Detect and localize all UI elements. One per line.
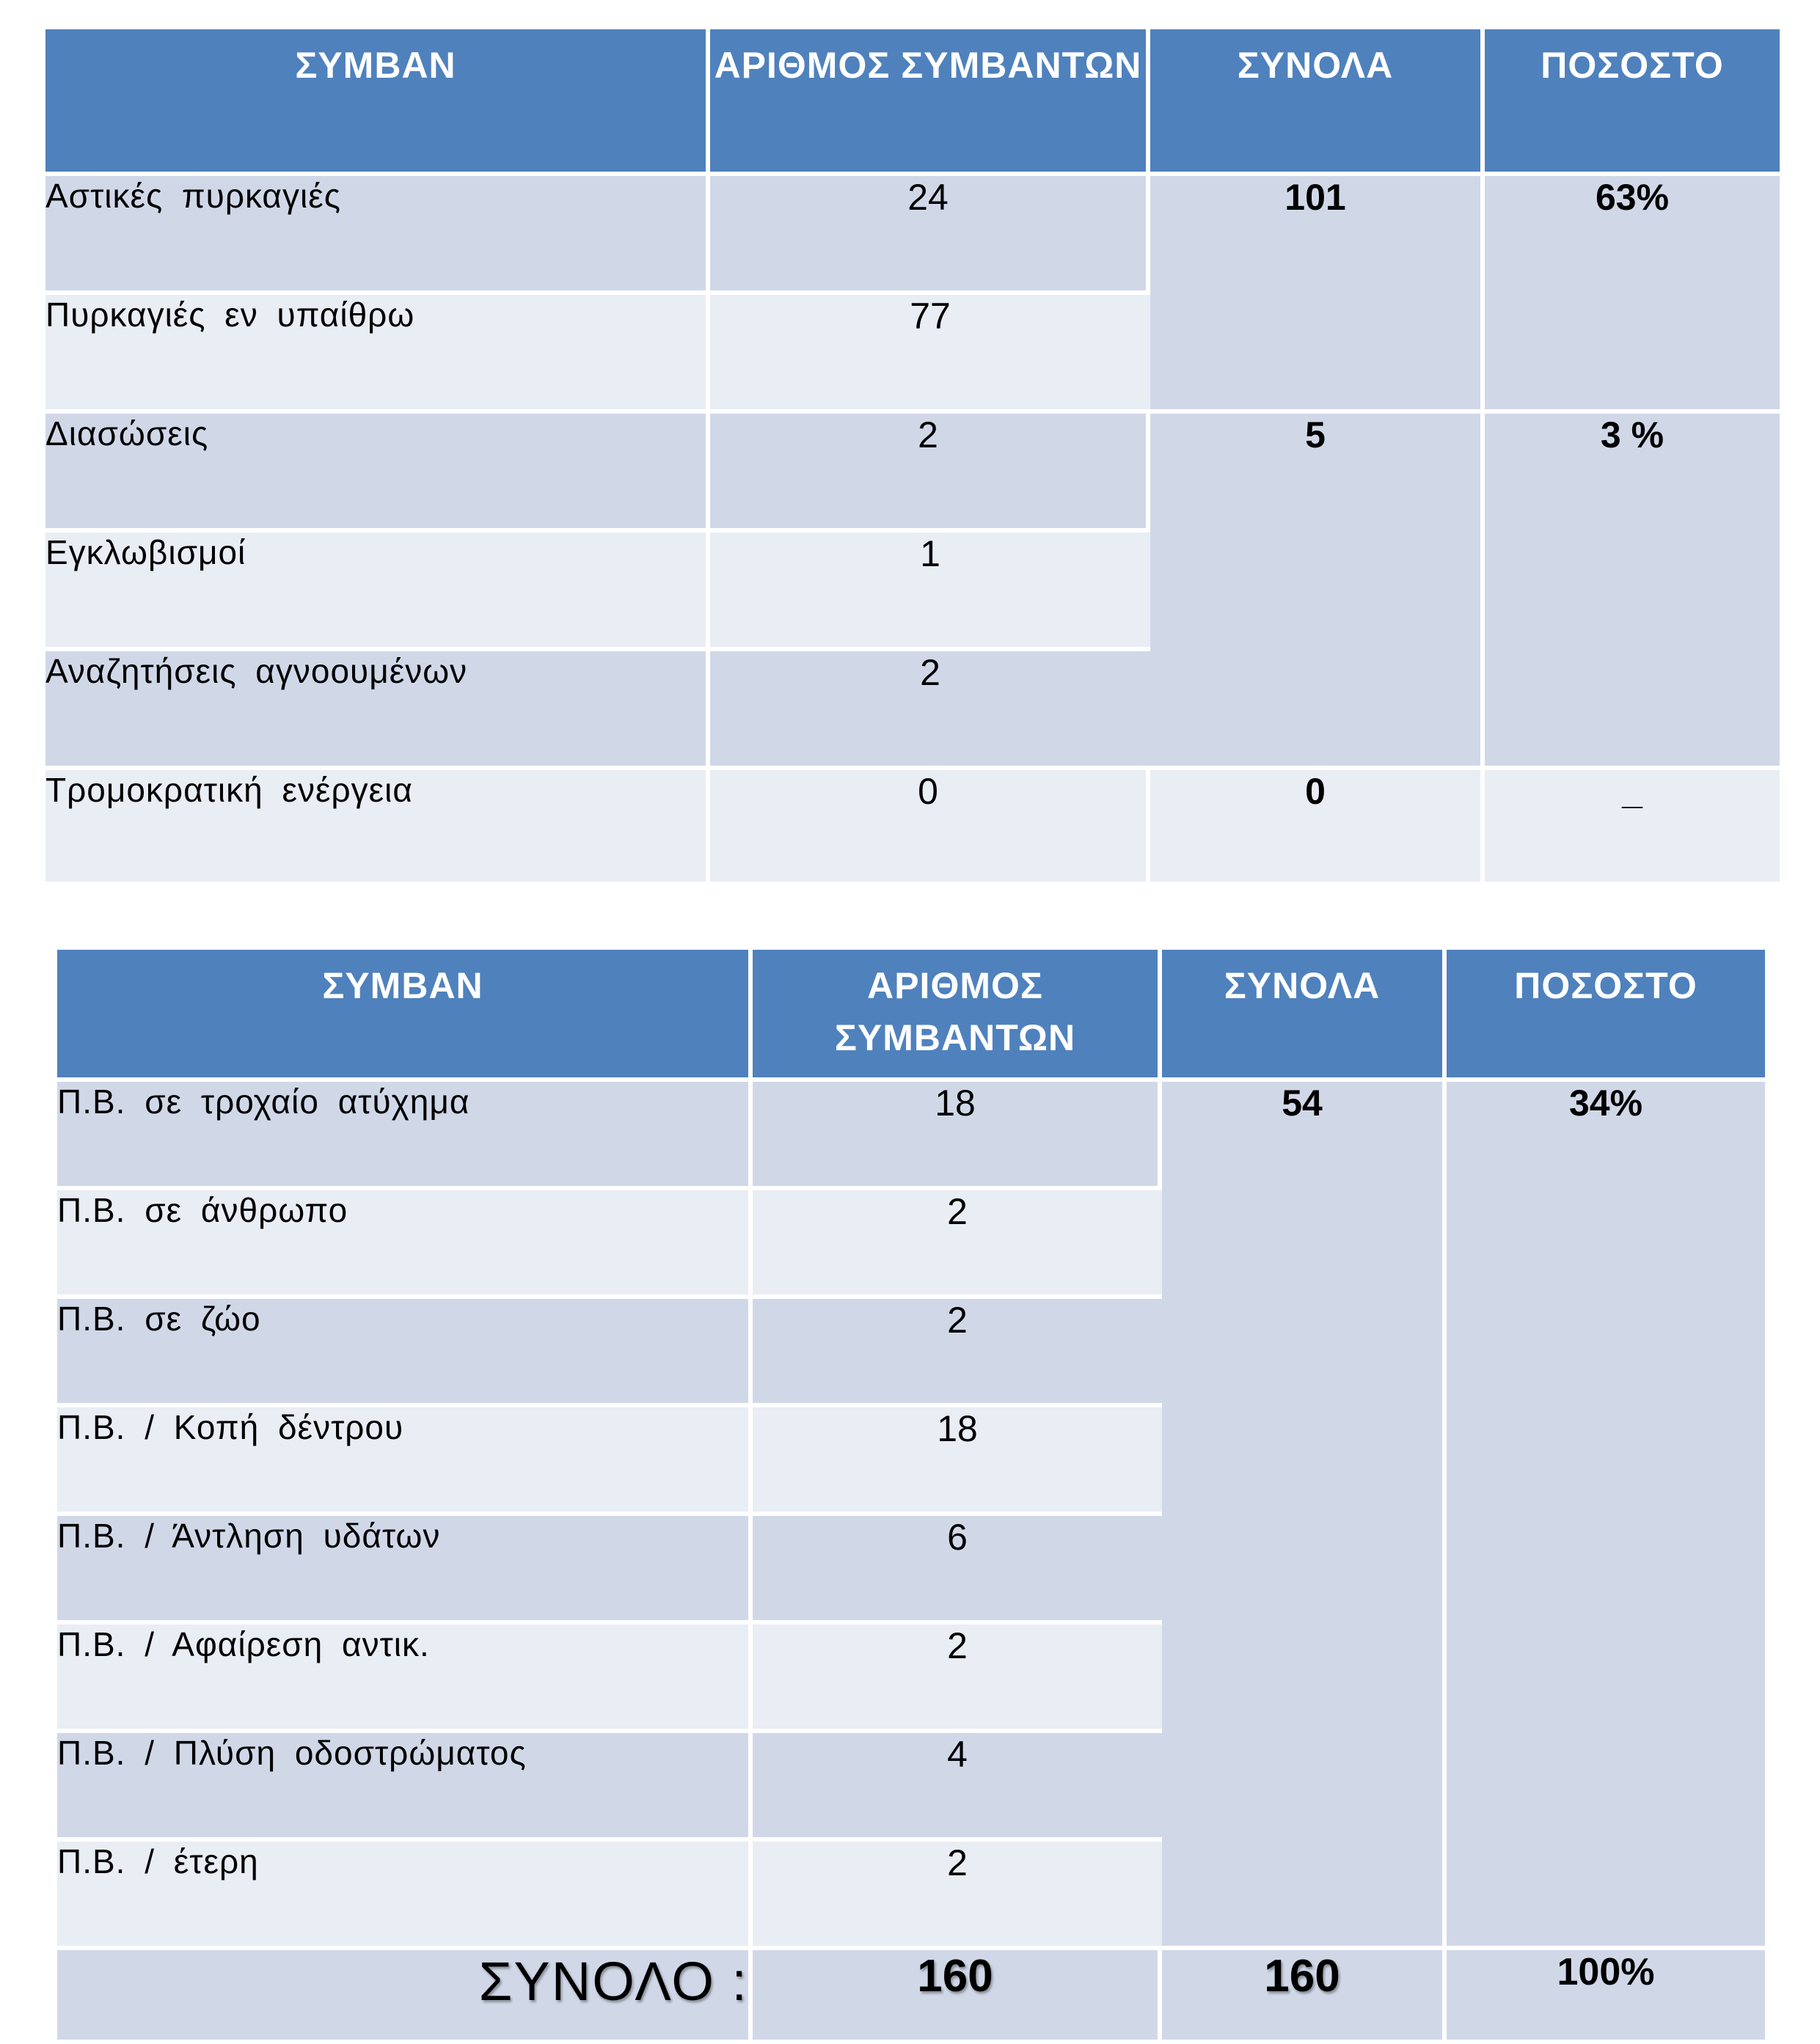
event-label: Πυρκαγιές εν υπαίθρω	[45, 295, 710, 414]
event-count: 24	[710, 176, 1150, 295]
summary-row	[57, 1950, 1765, 2044]
event-label: Εγκλωβισμοί	[45, 532, 710, 651]
event-label: Π.Β. / Άντληση υδάτων	[57, 1516, 753, 1624]
event-count: 0	[710, 770, 1150, 886]
event-count: 77	[710, 295, 1150, 414]
event-label: Π.Β. σε ζώο	[57, 1299, 753, 1407]
summary-percent: 100%	[1447, 1950, 1765, 2044]
event-count: 2	[710, 414, 1150, 532]
event-count: 2	[753, 1190, 1162, 1299]
event-count: 18	[753, 1407, 1162, 1516]
event-label: Π.Β. / έτερη	[57, 1842, 753, 1950]
event-label: Διασώσεις	[45, 414, 710, 532]
header-event: ΣΥΜΒΑΝ	[57, 950, 753, 1082]
event-count: 2	[710, 651, 1150, 770]
header-percent: ΠΟΣΟΣΤΟ	[1485, 29, 1780, 176]
header-count: ΑΡΙΘΜΟΣ ΣΥΜΒΑΝΤΩΝ	[753, 950, 1162, 1082]
group-percent: 3 %	[1485, 414, 1780, 770]
event-count: 6	[753, 1516, 1162, 1624]
summary-total: 160	[1162, 1950, 1447, 2044]
group-total: 5	[1150, 414, 1485, 770]
header-count: ΑΡΙΘΜΟΣ ΣΥΜΒΑΝΤΩΝ	[710, 29, 1150, 176]
event-count: 2	[753, 1624, 1162, 1733]
table-row	[45, 770, 1780, 886]
incidents-table-1	[45, 29, 1780, 886]
event-count: 4	[753, 1733, 1162, 1842]
event-label: Τρομοκρατική ενέργεια	[45, 770, 710, 886]
event-count: 2	[753, 1842, 1162, 1950]
summary-count: 160	[753, 1950, 1162, 2044]
summary-label: ΣΥΝΟΛΟ :	[57, 1950, 753, 2044]
event-count: 2	[753, 1299, 1162, 1407]
group-percent: 63%	[1485, 176, 1780, 414]
group-percent: 34%	[1447, 1082, 1765, 1950]
group-percent: _	[1485, 770, 1780, 886]
header-percent: ΠΟΣΟΣΤΟ	[1447, 950, 1765, 1082]
table-header-row	[57, 950, 1765, 1082]
table-row	[45, 176, 1780, 295]
event-count: 1	[710, 532, 1150, 651]
group-total: 101	[1150, 176, 1485, 414]
event-label: Π.Β. / Πλύση οδοστρώματος	[57, 1733, 753, 1842]
table-row	[57, 1082, 1765, 1190]
header-totals: ΣΥΝΟΛΑ	[1162, 950, 1447, 1082]
event-count: 18	[753, 1082, 1162, 1190]
event-label: Αναζητήσεις αγνοουμένων	[45, 651, 710, 770]
event-label: Αστικές πυρκαγιές	[45, 176, 710, 295]
header-event: ΣΥΜΒΑΝ	[45, 29, 710, 176]
table-row	[45, 414, 1780, 532]
group-total: 54	[1162, 1082, 1447, 1950]
event-label: Π.Β. / Κοπή δέντρου	[57, 1407, 753, 1516]
table-header-row	[45, 29, 1780, 176]
incidents-table-2	[57, 950, 1765, 2044]
event-label: Π.Β. σε τροχαίο ατύχημα	[57, 1082, 753, 1190]
header-totals: ΣΥΝΟΛΑ	[1150, 29, 1485, 176]
group-total: 0	[1150, 770, 1485, 886]
event-label: Π.Β. / Αφαίρεση αντικ.	[57, 1624, 753, 1733]
event-label: Π.Β. σε άνθρωπο	[57, 1190, 753, 1299]
